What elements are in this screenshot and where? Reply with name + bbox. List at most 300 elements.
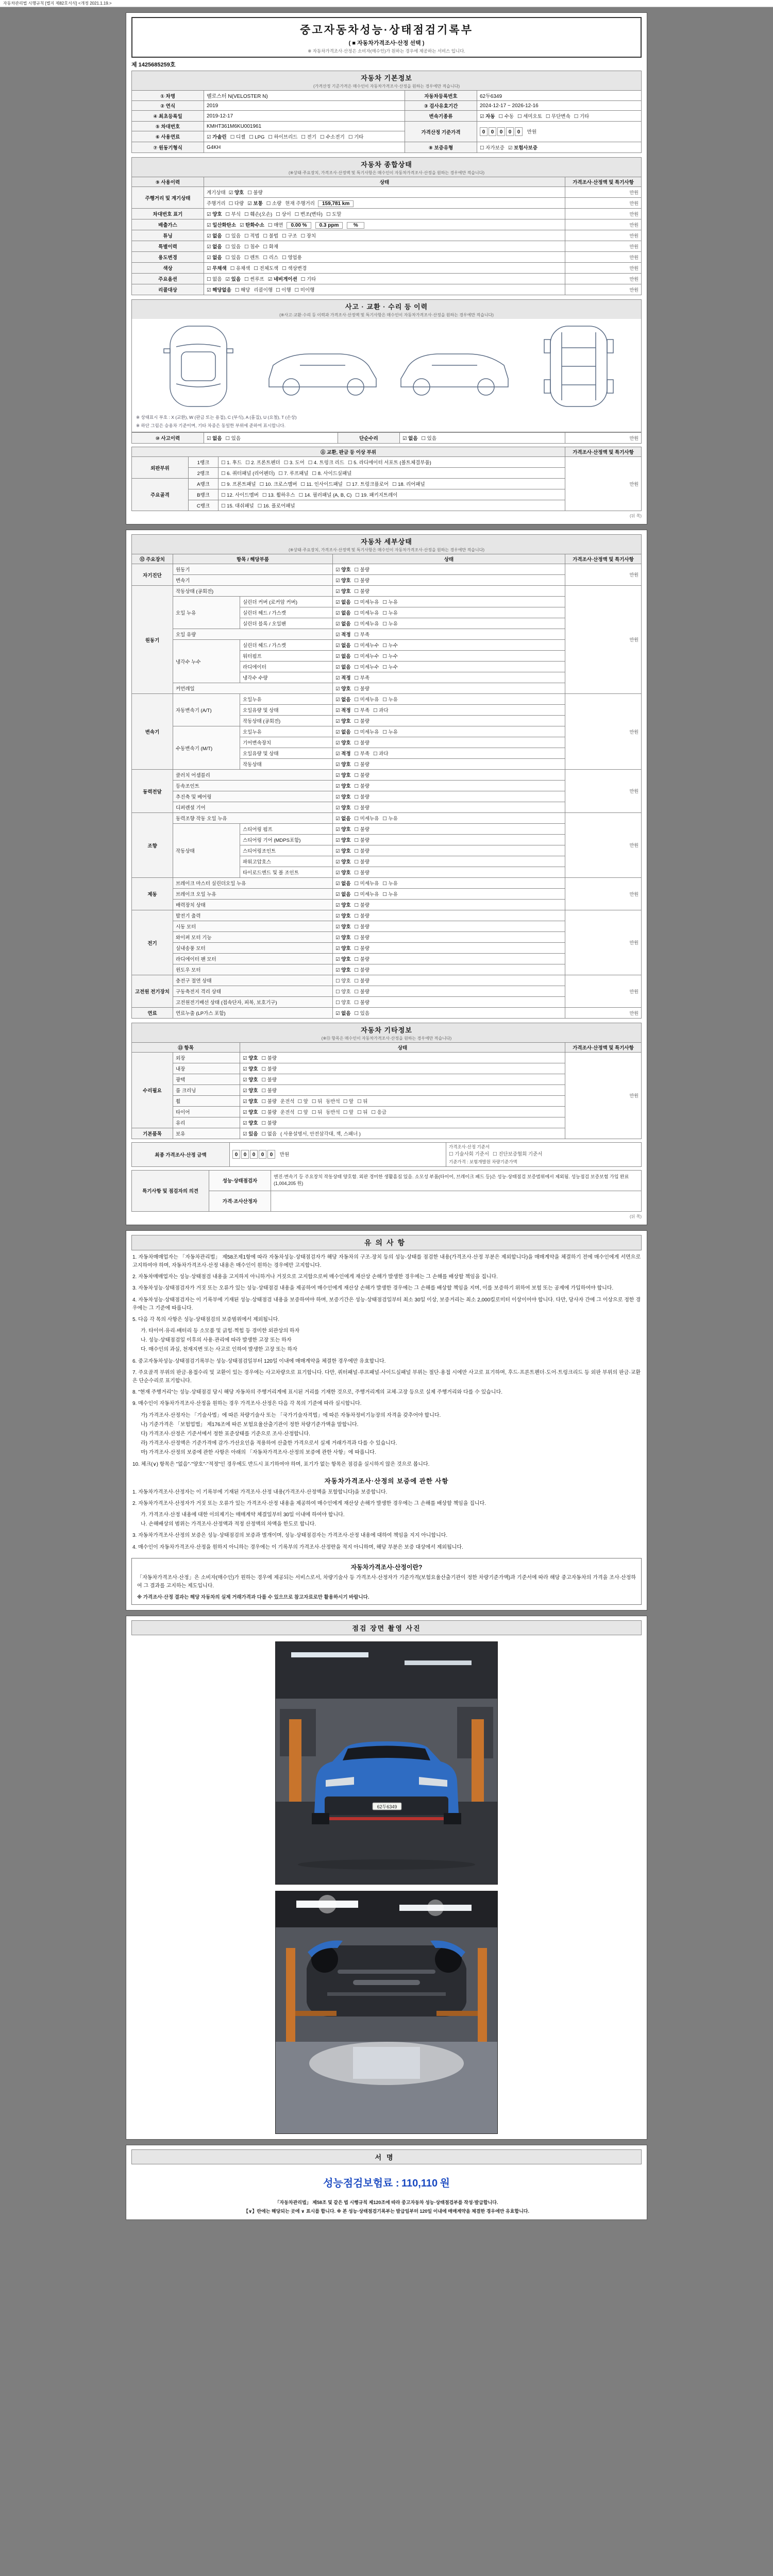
item-label: 원동기 [173, 564, 333, 575]
item-label: 구동축전지 격리 상태 [173, 986, 333, 997]
checkbox-unchecked[interactable]: ☐ 매연 [267, 223, 283, 228]
checkbox-unchecked[interactable]: ☐ 불량 [261, 1066, 277, 1072]
checkbox-unchecked[interactable]: ☐ 불법 [263, 233, 279, 239]
checkbox-unchecked[interactable]: ☐ 미세누수 [354, 654, 379, 659]
checkbox-unchecked[interactable]: ☐ 불량 [354, 1000, 370, 1006]
item-label: 룸 크리닝 [173, 1085, 240, 1096]
checkbox-unchecked[interactable]: ☐ 미세누유 [354, 611, 379, 616]
checkbox-checked[interactable]: ☑ 양호 [335, 838, 351, 843]
tire-right [444, 1813, 461, 1824]
checkbox-checked[interactable]: ☑ 양호 [335, 686, 351, 692]
column-header: 가격조사·산정액 및 특기사항 [565, 177, 642, 187]
checkbox-unchecked[interactable]: ☐ 15. 대쉬패널 [221, 503, 254, 509]
checkbox-unchecked[interactable]: ☐ 다량 [228, 201, 244, 207]
checkbox-checked[interactable]: ☑ 양호 [228, 190, 244, 196]
device-state [333, 791, 565, 802]
part-label: 오일유량 및 상태 [240, 705, 333, 716]
notice-item: 8. "현재 주행거리"는 성능·상태점검 당시 해당 자동차의 주행거리계에 표시된 거리를 기재한 것으로, 주행거리계의 교체·고장 등으로 실제 주행거리와 다를 수 있습니다. [132, 1389, 503, 1396]
checkbox-checked[interactable]: ☑ 없음 [335, 816, 351, 822]
checkbox-unchecked[interactable]: ☐ 누수 [382, 654, 398, 659]
checkbox-unchecked[interactable]: ☐ 누유 [382, 816, 398, 822]
checkbox-unchecked[interactable]: ☐ 있음 [421, 436, 437, 442]
checkbox-checked[interactable]: ☑ 적정 [335, 708, 351, 714]
notice-item: 6. 중고자동차성능·상태점검기록부는 성능·상태점검일부터 120일 이내에 매매계약을 체결한 경우에만 유효합니다. [132, 1358, 386, 1364]
item-label: 연료누출 (LP가스 포함) [173, 1008, 333, 1019]
checkbox-unchecked[interactable]: ☐ 응급 [371, 1110, 386, 1115]
checkbox-unchecked[interactable]: ☐ 진단보증협회 기준서 [493, 1151, 543, 1157]
checkbox-checked[interactable]: ☑ 양호 [243, 1066, 258, 1072]
table-row [132, 101, 642, 111]
checkbox-checked[interactable]: ☑ 있음 [225, 277, 241, 282]
checkbox-unchecked[interactable]: ☐ 누유 [382, 600, 398, 605]
price-reference-cell [446, 1143, 642, 1167]
checkbox-checked[interactable]: ☑ 양호 [335, 719, 351, 724]
checkbox-unchecked[interactable]: ☐ 불량 [354, 849, 370, 854]
model-year-value: 2019 [204, 101, 405, 111]
photo-front-svg [276, 1642, 497, 1884]
accident-history-label: ⑩ 사고이력 [132, 433, 204, 444]
checkbox-unchecked[interactable]: ☐ 불량 [354, 957, 370, 962]
checkbox-checked[interactable]: ☑ 양호 [207, 212, 222, 217]
checkbox-checked[interactable]: ☑ 없음 [335, 611, 351, 616]
checkbox-unchecked[interactable]: ☐ 앞 [297, 1099, 308, 1105]
checkbox-unchecked[interactable]: ☐ 무단변속 [545, 114, 570, 120]
checkbox-checked[interactable]: ☑ 일산화탄소 [207, 223, 237, 228]
checkbox-unchecked[interactable]: ☐ 화재 [263, 244, 279, 250]
lift-arm-left [295, 2011, 337, 2016]
checkbox-unchecked[interactable]: ☐ 1. 후드 [221, 460, 242, 466]
checkbox-checked[interactable]: ☑ 양호 [243, 1056, 258, 1061]
checkbox-checked[interactable]: ☑ 적정 [335, 632, 351, 638]
checkbox-checked[interactable]: ☑ 없음 [335, 730, 351, 735]
vin-value: KMHT361M6KU001961 [204, 122, 405, 131]
device-state [333, 607, 565, 618]
checkbox-checked[interactable]: ☑ 양호 [335, 740, 351, 746]
checkbox-unchecked[interactable]: ☐ 미세누유 [354, 881, 379, 887]
checkbox-unchecked[interactable]: ☐ 9. 프론트패널 [221, 482, 256, 487]
device-row [132, 564, 642, 575]
part-label: 냉각수 수량 [240, 672, 333, 683]
checkbox-unchecked[interactable]: ☐ 장치 [300, 233, 316, 239]
checkbox-unchecked[interactable]: ☐ 미세누유 [354, 816, 379, 822]
usage-row [132, 241, 642, 252]
field-label: 자동차등록번호 [405, 91, 477, 101]
checkbox-unchecked[interactable]: ☐ 11. 인사이드패널 [300, 482, 343, 487]
checkbox-unchecked[interactable]: ☐ 불량 [261, 1099, 277, 1105]
checkbox-checked[interactable]: ☑ 양호 [243, 1099, 258, 1105]
checkbox-unchecked[interactable]: ☐ 불량 [261, 1056, 277, 1061]
checkbox-unchecked[interactable]: ☐ 없음 [207, 277, 222, 282]
table-head-row [132, 177, 642, 187]
checkbox-checked[interactable]: ☑ 없음 [335, 1011, 351, 1016]
checkbox-unchecked[interactable]: ☐ 불량 [354, 838, 370, 843]
checkbox-unchecked[interactable]: ☐ 불량 [354, 719, 370, 724]
exchange-row [132, 479, 642, 489]
checkbox-unchecked[interactable]: ☐ 양호 [335, 978, 351, 984]
checkbox-checked[interactable]: ☑ 가솔린 [207, 134, 227, 140]
usage-label: 튜닝 [132, 230, 204, 241]
checkbox-checked[interactable]: ☑ 양호 [335, 784, 351, 789]
checkbox-unchecked[interactable]: ☐ 적법 [244, 233, 260, 239]
checkbox-unchecked[interactable]: ☐ 구조 [282, 233, 297, 239]
checkbox-unchecked[interactable]: ☐ 디젤 [230, 134, 246, 140]
checkbox-unchecked[interactable]: ☐ 있음 [225, 244, 241, 250]
checkbox-checked[interactable]: ☑ 없음 [335, 892, 351, 897]
notice-item: 1. 자동차가격조사·산정자는 이 기록부에 기재된 가격조사·산정 내용(가격조사·산정액을 포함합니다)을 보증합니다. [132, 1489, 388, 1495]
checkbox-unchecked[interactable]: ☐ 자가보증 [480, 145, 505, 151]
checkbox-unchecked[interactable]: ☐ 부족 [354, 675, 370, 681]
checkbox-unchecked[interactable]: ☐ 앞 [297, 1110, 308, 1115]
section-basic-header [131, 71, 642, 90]
side-rail [327, 1992, 446, 1996]
insurance-fee-unit: 원 [440, 2177, 450, 2189]
checkbox-unchecked[interactable]: ☐ 불량 [261, 1121, 277, 1126]
checkbox-checked[interactable]: ☑ 양호 [335, 827, 351, 833]
detail-state-table [131, 554, 642, 1019]
checkbox-checked[interactable]: ☑ 양호 [335, 578, 351, 584]
checkbox-unchecked[interactable]: ☐ 불량 [247, 190, 263, 196]
checkbox-unchecked[interactable]: ☐ 불량 [261, 1110, 277, 1115]
checkbox-unchecked[interactable]: ☐ 17. 트렁크플로어 [346, 482, 389, 487]
checkbox-checked[interactable]: ☑ 네비게이션 [267, 277, 297, 282]
checkbox-unchecked[interactable]: ☐ 불량 [354, 946, 370, 952]
checkbox-unchecked[interactable]: ☐ 기술사회 기준서 [449, 1151, 490, 1157]
checkbox-unchecked[interactable]: ☐ 7. 루프패널 [278, 471, 309, 477]
transmission-options [477, 111, 642, 122]
section-comprehensive-header [131, 157, 642, 177]
checkbox-unchecked[interactable]: ☐ 12. 사이드멤버 [221, 493, 259, 498]
section-accident-title: 사고 · 교환 · 수리 등 이력 [345, 303, 428, 311]
checkbox-unchecked[interactable]: ☐ 부족 [354, 708, 370, 714]
definition-box [131, 1558, 642, 1605]
workshop-ceiling [276, 1642, 497, 1699]
checkbox-checked[interactable]: ☑ 자동 [480, 114, 495, 120]
footer-mark-line: 【∨】란에는 해당되는 곳에 ∨ 표시를 합니다. ※ 본 성능·상태점검기록부는 발급일부터 120일 이내에 매매계약을 체결한 경우에만 유효합니다. [244, 2208, 529, 2214]
checkbox-checked[interactable]: ☑ 보험사보증 [508, 145, 537, 151]
table-row [132, 91, 642, 101]
checkbox-unchecked[interactable]: ☐ 불량 [354, 740, 370, 746]
device-state [333, 748, 565, 759]
comprehensive-table [131, 177, 642, 295]
checkbox-unchecked[interactable]: ☐ 이행 [276, 287, 291, 293]
device-state [333, 997, 565, 1008]
checkbox-checked[interactable]: ☑ 양호 [335, 849, 351, 854]
checkbox-checked[interactable]: ☑ 양호 [243, 1088, 258, 1094]
device-row [132, 1008, 642, 1019]
checkbox-unchecked[interactable]: ☐ 썬루프 [244, 277, 264, 282]
checkbox-checked[interactable]: ☑ 양호 [335, 773, 351, 778]
checkbox-unchecked[interactable]: ☐ 19. 패키지트레이 [355, 493, 398, 498]
checkbox-checked[interactable]: ☑ 없음 [207, 436, 222, 442]
exchange-rows [132, 457, 642, 511]
usage-row [132, 187, 642, 198]
checkbox-checked[interactable]: ☑ 양호 [243, 1121, 258, 1126]
section-basic-note: (가격산정 기준가격은 매수인이 자동차가격조사·산정을 원하는 경우에만 적습니다) [313, 84, 460, 89]
checkbox-unchecked[interactable]: ☐ 8. 사이드실패널 [312, 471, 352, 477]
ceiling-light [291, 1652, 368, 1657]
checkbox-checked[interactable]: ☑ 없음 [335, 881, 351, 887]
checkbox-checked[interactable]: ☑ 양호 [335, 794, 351, 800]
checkbox-checked[interactable]: ☑ 없음 [335, 654, 351, 659]
checkbox-unchecked[interactable]: ☐ 미이행 [294, 287, 315, 293]
panel-signature [126, 2145, 647, 2220]
checkbox-checked[interactable]: ☑ 무채색 [207, 266, 227, 272]
checkbox-unchecked[interactable]: ☐ 불량 [354, 870, 370, 876]
field-label: 가격산정 기준가격 [405, 122, 477, 142]
notice-item: 2. 자동차가격조사·산정자가 거짓 또는 오류가 있는 가격조사·산정 내용을 제공하여 매수인에게 재산상 손해가 발생한 경우에는 그 손해를 배상할 책임을 집니다. [132, 1500, 486, 1506]
checkbox-checked[interactable]: ☑ 없음 [335, 665, 351, 670]
checkbox-unchecked[interactable]: ☐ 부족 [354, 632, 370, 638]
device-row [132, 986, 642, 997]
checkbox-checked[interactable]: ☑ 없음 [335, 697, 351, 703]
device-row [132, 997, 642, 1008]
checkbox-checked[interactable]: ☑ 양호 [335, 946, 351, 952]
checkbox-unchecked[interactable]: ☐ 18. 리어패널 [392, 482, 425, 487]
checkbox-unchecked[interactable]: ☐ 뒤 [357, 1099, 368, 1105]
device-state [333, 618, 565, 629]
checkbox-unchecked[interactable]: ☐ 불량 [354, 989, 370, 995]
checkbox-unchecked[interactable]: ☐ 미세누유 [354, 697, 379, 703]
device-row [132, 943, 642, 954]
checkbox-unchecked[interactable]: ☐ 하이브리드 [268, 134, 298, 140]
checkbox-unchecked[interactable]: ☐ 불량 [354, 859, 370, 865]
item-label: 시동 모터 [173, 921, 333, 932]
other-row [132, 1063, 642, 1074]
checkbox-unchecked[interactable]: ☐ 기타 [300, 277, 316, 282]
checkbox-unchecked[interactable]: ☐ 색상변경 [282, 266, 307, 272]
checkbox-checked[interactable]: ☑ 양호 [335, 935, 351, 941]
checkbox-unchecked[interactable]: ☐ 2. 프론트펜더 [245, 460, 280, 466]
device-state [333, 651, 565, 662]
checkbox-unchecked[interactable]: ☐ 뒤 [357, 1110, 368, 1115]
panel-detail [126, 530, 647, 1225]
device-row [132, 932, 642, 943]
checkbox-checked[interactable]: ☑ 해당없음 [207, 287, 231, 293]
checkbox-unchecked[interactable]: ☐ 해당 [234, 287, 250, 293]
checkbox-checked[interactable]: ☑ 양호 [335, 859, 351, 865]
checkbox-unchecked[interactable]: ☐ 미세누수 [354, 665, 379, 670]
field-label: ⑧ 보증유형 [405, 142, 477, 153]
checkbox-unchecked[interactable]: ☐ 앞 [343, 1110, 354, 1115]
checkbox-unchecked[interactable]: ☐ 유채색 [230, 266, 250, 272]
appraiser-comment [271, 1191, 642, 1211]
checkbox-unchecked[interactable]: ☐ 도말 [326, 212, 342, 217]
checkbox-checked[interactable]: ☑ 없음 [207, 233, 222, 239]
checkbox-unchecked[interactable]: ☐ 누수 [382, 643, 398, 649]
crossmember [338, 1970, 435, 1974]
checkbox-unchecked[interactable]: ☐ 부식 [225, 212, 241, 217]
checkbox-unchecked[interactable]: ☐ 누유 [382, 730, 398, 735]
segment-text: 운전석 [280, 1110, 295, 1115]
exchange-parts [219, 500, 565, 511]
checkbox-unchecked[interactable]: ☐ 뒤 [311, 1099, 323, 1105]
value-box: 0.00 % [287, 222, 311, 229]
checkbox-unchecked[interactable]: ☐ 불량 [354, 827, 370, 833]
checkbox-unchecked[interactable]: ☐ 불량 [354, 794, 370, 800]
checkbox-unchecked[interactable]: ☐ 과다 [373, 751, 389, 757]
checkbox-unchecked[interactable]: ☐ 훼손(오손) [244, 212, 273, 217]
checkbox-unchecked[interactable]: ☐ 미세누유 [354, 730, 379, 735]
checkbox-checked[interactable]: ☑ 양호 [243, 1077, 258, 1083]
checkbox-unchecked[interactable]: ☐ 세미오토 [517, 114, 542, 120]
device-state [333, 943, 565, 954]
checkbox-unchecked[interactable]: ☐ 있음 [354, 1011, 370, 1016]
checkbox-unchecked[interactable]: ☐ 누유 [382, 697, 398, 703]
segment-text: 리콜이행 [254, 287, 273, 293]
device-row [132, 694, 642, 705]
device-row [132, 889, 642, 900]
inspection-period-value: 2024-12-17 ~ 2026-12-16 [477, 101, 642, 111]
checkbox-checked[interactable]: ☑ 보통 [247, 201, 263, 207]
checkbox-unchecked[interactable]: ☐ 누유 [382, 892, 398, 897]
section-detail-title: 자동차 세부상태 [361, 538, 412, 546]
checkbox-unchecked[interactable]: ☐ 불량 [354, 935, 370, 941]
price-cell: 만원 [565, 564, 642, 586]
final-price-label: 최종 가격조사·산정 금액 [132, 1143, 230, 1167]
checkbox-unchecked[interactable]: ☐ 과다 [373, 708, 389, 714]
checkbox-unchecked[interactable]: ☐ 불량 [354, 773, 370, 778]
checkbox-unchecked[interactable]: ☐ 누유 [382, 611, 398, 616]
checkbox-checked[interactable]: ☑ 양호 [335, 968, 351, 973]
exchange-category: 주요골격 [132, 479, 189, 511]
checkbox-checked[interactable]: ☑ 없음 [207, 244, 222, 250]
table-head-row [132, 554, 642, 564]
form-reference-note: 자동차관리법 시행규칙 [별지 제82호서식] <개정 2021.1.19.> [0, 0, 773, 7]
checkbox-unchecked[interactable]: ☐ 누유 [382, 621, 398, 627]
warranty-title: 자동차가격조사·산정의 보증에 관한 사항 [324, 1477, 449, 1485]
checkbox-unchecked[interactable]: ☐ 미세누유 [354, 600, 379, 605]
checkbox-unchecked[interactable]: ☐ 렌트 [244, 255, 260, 261]
checkbox-unchecked[interactable]: ☐ 미세누수 [354, 643, 379, 649]
checkbox-unchecked[interactable]: ☐ 불량 [354, 762, 370, 768]
device-group: 조향 [132, 813, 173, 878]
checkbox-unchecked[interactable]: ☐ 3. 도어 [283, 460, 305, 466]
checkbox-checked[interactable]: ☑ 양호 [335, 957, 351, 962]
checkbox-checked[interactable]: ☑ 양호 [335, 762, 351, 768]
checkbox-unchecked[interactable]: ☐ 불량 [354, 589, 370, 595]
checkbox-checked[interactable]: ☑ 없음 [335, 600, 351, 605]
checkbox-unchecked[interactable]: ☐ 불량 [261, 1077, 277, 1083]
checkbox-unchecked[interactable]: ☐ 6. 쿼터패널 (리어펜더) [221, 471, 275, 477]
price-cell: 만원 [565, 187, 642, 198]
checkbox-checked[interactable]: ☑ 적정 [335, 675, 351, 681]
checkbox-unchecked[interactable]: ☐ 미세누유 [354, 892, 379, 897]
checkbox-unchecked[interactable]: ☐ 앞 [343, 1099, 354, 1105]
checkbox-unchecked[interactable]: ☐ 불량 [354, 924, 370, 930]
checkbox-unchecked[interactable]: ☐ 4. 트렁크 리드 [308, 460, 345, 466]
checkbox-checked[interactable]: ☑ 없음 [335, 643, 351, 649]
checkbox-unchecked[interactable]: ☐ 불량 [354, 784, 370, 789]
part-label: 오일누유 [240, 726, 333, 737]
checkbox-unchecked[interactable]: ☐ 14. 필러패널 (A, B, C) [298, 493, 352, 498]
checkbox-unchecked[interactable]: ☐ 전기 [301, 134, 316, 140]
checkbox-unchecked[interactable]: ☐ 불량 [354, 567, 370, 573]
checkbox-checked[interactable]: ☑ 양호 [335, 589, 351, 595]
checkbox-unchecked[interactable]: ☐ LPG [249, 134, 265, 140]
checkbox-checked[interactable]: ☑ 없음 [335, 621, 351, 627]
table-row [132, 122, 642, 131]
checkbox-unchecked[interactable]: ☐ 소량 [266, 201, 282, 207]
price-cell: 만원 [565, 975, 642, 1008]
item-label: 와이퍼 모터 기능 [173, 932, 333, 943]
checkbox-unchecked[interactable]: ☐ 미세누유 [354, 621, 379, 627]
item-label: 내장 [173, 1063, 240, 1074]
checkbox-unchecked[interactable]: ☐ 부족 [354, 751, 370, 757]
license-plate-text: 62두6349 [377, 1804, 397, 1809]
accident-history-options [204, 433, 338, 444]
device-state [333, 900, 565, 910]
checkbox-unchecked[interactable]: ☐ 있음 [225, 255, 241, 261]
checkbox-checked[interactable]: ☑ 없음 [402, 436, 418, 442]
checkbox-unchecked[interactable]: ☐ 있음 [225, 436, 241, 442]
checkbox-checked[interactable]: ☑ 양호 [243, 1110, 258, 1115]
table-row [132, 433, 642, 444]
checkbox-unchecked[interactable]: ☐ 누유 [382, 881, 398, 887]
checkbox-unchecked[interactable]: ☐ 불량 [354, 913, 370, 919]
checkbox-unchecked[interactable]: ☐ 없음 [261, 1131, 277, 1137]
checkbox-unchecked[interactable]: ☐ 변조(변타) [294, 212, 323, 217]
checkbox-unchecked[interactable]: ☐ 5. 라디에이터 서포트 (볼트체결부품) [348, 460, 431, 466]
checkbox-unchecked[interactable]: ☐ 있음 [225, 233, 241, 239]
checkbox-unchecked[interactable]: ☐ 불량 [261, 1088, 277, 1094]
item-label: 외장 [173, 1053, 240, 1063]
checkbox-unchecked[interactable]: ☐ 뒤 [311, 1110, 323, 1115]
checkbox-unchecked[interactable]: ☐ 상이 [276, 212, 291, 217]
checkbox-unchecked[interactable]: ☐ 불량 [354, 978, 370, 984]
checkbox-checked[interactable]: ☑ 있음 [243, 1131, 258, 1137]
checkbox-unchecked[interactable]: ☐ 기타 [574, 114, 590, 120]
checkbox-checked[interactable]: ☑ 양호 [335, 870, 351, 876]
checkbox-unchecked[interactable]: ☐ 리스 [263, 255, 279, 261]
checkbox-checked[interactable]: ☑ 탄화수소 [240, 223, 264, 228]
price-cell: 만원 [565, 770, 642, 813]
checkbox-unchecked[interactable]: ☐ 침수 [244, 244, 260, 250]
panel-photos [126, 1616, 647, 2140]
checkbox-checked[interactable]: ☑ 양호 [335, 913, 351, 919]
checkbox-unchecked[interactable]: ☐ 불량 [354, 968, 370, 973]
checkbox-unchecked[interactable]: ☐ 수동 [498, 114, 514, 120]
checkbox-unchecked[interactable]: ☐ 수소전기 [320, 134, 345, 140]
checkbox-unchecked[interactable]: ☐ 불량 [354, 903, 370, 908]
device-state [333, 716, 565, 726]
final-price-table [131, 1142, 642, 1167]
checkbox-unchecked[interactable]: ☐ 전체도색 [254, 266, 279, 272]
checkbox-unchecked[interactable]: ☐ 불량 [354, 578, 370, 584]
item-label: 라디에이터 팬 모터 [173, 954, 333, 964]
device-state [333, 921, 565, 932]
definition-note: ※ 가격조사·산정 결과는 해당 자동차의 실제 거래가격과 다를 수 있으므로 참고자료로만 활용하시기 바랍니다. [137, 1594, 369, 1600]
checkbox-unchecked[interactable]: ☐ 영업용 [282, 255, 302, 261]
checkbox-unchecked[interactable]: ☐ 13. 휠하우스 [262, 493, 295, 498]
checkbox-unchecked[interactable]: ☐ 불량 [354, 805, 370, 811]
checkbox-unchecked[interactable]: ☐ 양호 [335, 1000, 351, 1006]
checkbox-checked[interactable]: ☑ 양호 [335, 805, 351, 811]
checkbox-unchecked[interactable]: ☐ 기타 [348, 134, 364, 140]
part-label: 실린더 커버 (로커암 커버) [240, 597, 333, 607]
checkbox-unchecked[interactable]: ☐ 불량 [354, 686, 370, 692]
checkbox-checked[interactable]: ☑ 양호 [335, 924, 351, 930]
checkbox-checked[interactable]: ☑ 적정 [335, 751, 351, 757]
checkbox-unchecked[interactable]: ☐ 16. 플로어패널 [257, 503, 295, 509]
final-price-unit: 만원 [279, 1152, 290, 1158]
price-digit: 0 [489, 127, 496, 136]
checkbox-unchecked[interactable]: ☐ 10. 크로스멤버 [259, 482, 297, 487]
checkbox-unchecked[interactable]: ☐ 양호 [335, 989, 351, 995]
checkbox-checked[interactable]: ☑ 양호 [335, 903, 351, 908]
checkbox-checked[interactable]: ☑ 양호 [335, 567, 351, 573]
checkbox-unchecked[interactable]: ☐ 누수 [382, 665, 398, 670]
checkbox-checked[interactable]: ☑ 없음 [207, 255, 222, 261]
